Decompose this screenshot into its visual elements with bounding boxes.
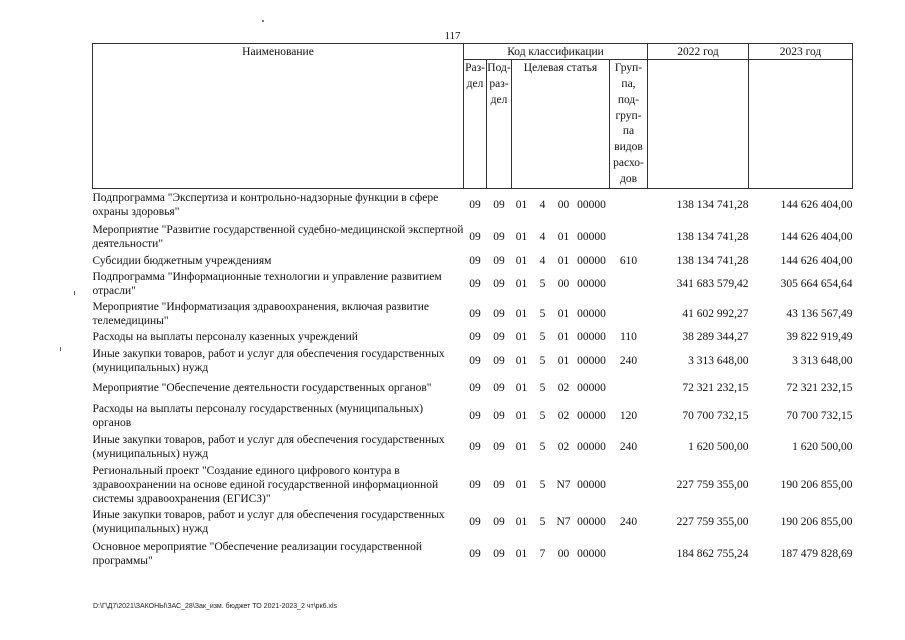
row-target-code-3: 00 xyxy=(557,199,570,212)
row-amount-2023: 305 664 654,64 xyxy=(780,278,853,291)
row-amount-2023: 190 206 855,00 xyxy=(780,516,853,529)
row-target-code-4: 00000 xyxy=(577,409,606,422)
table-row xyxy=(93,268,853,300)
budget-table xyxy=(92,43,853,571)
row-amount-2023: 144 626 404,00 xyxy=(780,231,853,244)
row-amount-2022: 41 602 992,27 xyxy=(682,308,749,321)
row-name: Мероприятие "Информатизация здравоохранения, включая развитие телемедицины" xyxy=(92,301,429,328)
row-target-code-2: 5 xyxy=(539,355,546,368)
row-subsection: 09 xyxy=(493,254,505,267)
table-row xyxy=(93,507,853,537)
row-target-code-1: 01 xyxy=(515,441,528,454)
table-row xyxy=(93,188,853,221)
row-name: Подпрограмма "Информационные технологии и управление развитием отрасли" xyxy=(92,271,442,298)
row-target-code-4: 00000 xyxy=(577,331,606,344)
row-name: Региональный проект "Создание единого цифрового контура в здравоохранении на основе единой государственной информационной системы здравоохранения (ЕГИСЗ)" xyxy=(92,465,439,506)
row-expense-group xyxy=(610,188,648,221)
row-name: Основное мероприятие "Обеспечение реализации государственной программы" xyxy=(92,541,423,568)
row-target-code-2: 5 xyxy=(539,308,546,321)
row-target-code-2: 5 xyxy=(539,516,546,529)
row-target-code-3: 01 xyxy=(557,231,570,244)
row-target-code-2: 5 xyxy=(539,331,546,344)
table-row xyxy=(93,300,853,328)
row-target-code-4: 00000 xyxy=(577,441,606,454)
row-target-code-1: 01 xyxy=(515,199,528,212)
row-target-code-4: 00000 xyxy=(577,254,606,267)
row-target-code-3: 02 xyxy=(557,441,570,454)
row-target-code-2: 4 xyxy=(539,199,546,212)
row-target-code-3: N7 xyxy=(556,516,571,529)
header-year-2023-blank xyxy=(749,60,853,189)
row-subsection: 09 xyxy=(493,199,505,212)
row-target-code-2: 5 xyxy=(539,441,546,454)
row-target-code-4: 00000 xyxy=(577,516,606,529)
row-section: 09 xyxy=(469,278,481,291)
row-target-code-4: 00000 xyxy=(577,548,606,561)
header-section: Раз- дел xyxy=(464,60,487,189)
table-row xyxy=(93,376,853,400)
row-target-code-4: 00000 xyxy=(577,479,606,492)
row-section: 09 xyxy=(469,331,481,344)
row-expense-group xyxy=(610,300,648,328)
row-section: 09 xyxy=(469,355,481,368)
row-target-code-1: 01 xyxy=(515,254,528,267)
row-target-code-1: 01 xyxy=(515,548,528,561)
row-amount-2023: 70 700 732,15 xyxy=(786,409,853,422)
row-target-code-1: 01 xyxy=(515,278,528,291)
header-expense-group: Груп- па, под- груп- па видов расхо- дов xyxy=(610,60,648,189)
row-section: 09 xyxy=(469,308,481,321)
table-row xyxy=(93,537,853,571)
table-row xyxy=(93,221,853,253)
table-row xyxy=(93,463,853,507)
header-code-group: Код классификации xyxy=(464,44,648,60)
row-name: Подпрограмма "Экспертиза и контрольно-надзорные функции в сфере охраны здоровья" xyxy=(92,192,439,219)
row-target-code-1: 01 xyxy=(515,409,528,422)
row-target-code-2: 7 xyxy=(539,548,546,561)
scan-speck xyxy=(262,20,264,22)
row-section: 09 xyxy=(469,441,481,454)
row-target-code-2: 5 xyxy=(539,479,546,492)
row-target-code-4: 00000 xyxy=(577,231,606,244)
row-target-code-3: 00 xyxy=(557,548,570,561)
row-expense-group: 120 xyxy=(619,409,638,422)
row-amount-2022: 3 313 648,00 xyxy=(688,355,749,368)
header-year-2022-blank xyxy=(648,60,749,189)
row-name: Иные закупки товаров, работ и услуг для обеспечения государственных (муниципальных) нужд xyxy=(92,509,445,536)
row-amount-2023: 3 313 648,00 xyxy=(792,355,853,368)
header-target-article: Целевая статья xyxy=(512,60,610,189)
row-target-code-2: 4 xyxy=(539,254,546,267)
row-amount-2022: 227 759 355,00 xyxy=(676,479,749,492)
table-row xyxy=(93,253,853,268)
row-target-code-3: 00 xyxy=(557,278,570,291)
row-expense-group xyxy=(610,376,648,400)
row-amount-2022: 1 620 500,00 xyxy=(688,441,749,454)
row-amount-2023: 39 822 919,49 xyxy=(786,331,853,344)
row-section: 09 xyxy=(469,516,481,529)
row-amount-2022: 38 289 344,27 xyxy=(682,331,749,344)
row-amount-2022: 227 759 355,00 xyxy=(676,516,749,529)
row-subsection: 09 xyxy=(493,331,505,344)
header-year-2022: 2022 год xyxy=(648,44,749,60)
scan-speck xyxy=(60,347,61,351)
row-target-code-1: 01 xyxy=(515,231,528,244)
row-name: Мероприятие "Обеспечение деятельности государственных органов" xyxy=(92,382,432,395)
row-expense-group xyxy=(610,537,648,571)
row-expense-group: 240 xyxy=(619,516,638,529)
row-expense-group: 110 xyxy=(620,331,637,344)
table-row xyxy=(93,431,853,463)
row-target-code-3: N7 xyxy=(556,479,571,492)
row-amount-2023: 190 206 855,00 xyxy=(780,479,853,492)
row-section: 09 xyxy=(469,231,481,244)
row-amount-2023: 187 479 828,69 xyxy=(780,548,853,561)
row-target-code-4: 00000 xyxy=(577,382,606,395)
header-subsection: Под- раз- дел xyxy=(487,60,512,189)
row-target-code-2: 5 xyxy=(539,382,546,395)
footer-file-path: D:\Г\Д7\2021\ЗАКОНЫ\ЗАС_28\Зак_изм. бюджет ТО 2021-2023_2 чт\рк6.xls xyxy=(93,603,338,610)
row-amount-2022: 72 321 232,15 xyxy=(682,382,749,395)
row-target-code-3: 02 xyxy=(557,382,570,395)
row-subsection: 09 xyxy=(493,355,505,368)
row-target-code-4: 00000 xyxy=(577,199,606,212)
row-expense-group: 240 xyxy=(619,441,638,454)
row-subsection: 09 xyxy=(493,278,505,291)
row-target-code-1: 01 xyxy=(515,382,528,395)
row-amount-2022: 138 134 741,28 xyxy=(676,199,749,212)
page-number: 117 xyxy=(444,30,461,42)
row-amount-2022: 138 134 741,28 xyxy=(676,254,749,267)
row-name: Расходы на выплаты персоналу казенных учреждений xyxy=(92,331,358,344)
row-target-code-3: 02 xyxy=(557,409,570,422)
row-target-code-2: 5 xyxy=(539,409,546,422)
row-subsection: 09 xyxy=(493,548,505,561)
row-subsection: 09 xyxy=(493,516,505,529)
row-subsection: 09 xyxy=(493,441,505,454)
row-expense-group xyxy=(610,268,648,300)
row-section: 09 xyxy=(469,199,481,212)
row-section: 09 xyxy=(469,254,481,267)
row-subsection: 09 xyxy=(493,231,505,244)
row-target-code-3: 01 xyxy=(557,331,570,344)
row-expense-group xyxy=(610,463,648,507)
row-target-code-3: 01 xyxy=(557,308,570,321)
row-amount-2023: 72 321 232,15 xyxy=(786,382,853,395)
scan-speck xyxy=(74,291,75,295)
header-year-2023: 2023 год xyxy=(749,44,853,60)
row-target-code-4: 00000 xyxy=(577,308,606,321)
row-amount-2022: 341 683 579,42 xyxy=(676,278,749,291)
row-target-code-3: 01 xyxy=(557,254,570,267)
row-name: Субсидии бюджетным учреждениям xyxy=(92,254,272,267)
row-name: Мероприятие "Развитие государственной судебно-медицинской экспертной деятельности" xyxy=(92,224,464,251)
row-section: 09 xyxy=(469,382,481,395)
table-row xyxy=(93,346,853,376)
row-section: 09 xyxy=(469,409,481,422)
row-target-code-4: 00000 xyxy=(577,355,606,368)
table-row xyxy=(93,328,853,346)
row-name: Расходы на выплаты персоналу государственных (муниципальных) органов xyxy=(92,402,424,429)
row-target-code-2: 4 xyxy=(539,231,546,244)
row-amount-2023: 1 620 500,00 xyxy=(792,441,853,454)
row-target-code-1: 01 xyxy=(515,331,528,344)
row-amount-2023: 144 626 404,00 xyxy=(780,254,853,267)
row-subsection: 09 xyxy=(493,409,505,422)
row-target-code-1: 01 xyxy=(515,308,528,321)
row-expense-group xyxy=(610,221,648,253)
row-target-code-3: 01 xyxy=(557,355,570,368)
row-expense-group: 610 xyxy=(619,254,638,267)
row-amount-2023: 43 136 567,49 xyxy=(786,308,853,321)
header-name: Наименование xyxy=(93,44,464,189)
row-amount-2022: 70 700 732,15 xyxy=(682,409,749,422)
row-target-code-1: 01 xyxy=(515,355,528,368)
row-subsection: 09 xyxy=(493,479,505,492)
row-name: Иные закупки товаров, работ и услуг для обеспечения государственных (муниципальных) нужд xyxy=(92,434,445,461)
row-section: 09 xyxy=(469,479,481,492)
row-subsection: 09 xyxy=(493,382,505,395)
row-target-code-2: 5 xyxy=(539,278,546,291)
row-target-code-4: 00000 xyxy=(577,278,606,291)
row-target-code-1: 01 xyxy=(515,479,528,492)
row-target-code-1: 01 xyxy=(515,516,528,529)
row-amount-2022: 138 134 741,28 xyxy=(676,231,749,244)
row-amount-2022: 184 862 755,24 xyxy=(676,548,749,561)
row-subsection: 09 xyxy=(493,308,505,321)
row-expense-group: 240 xyxy=(619,355,638,368)
table-body xyxy=(93,188,853,571)
row-section: 09 xyxy=(469,548,481,561)
row-name: Иные закупки товаров, работ и услуг для обеспечения государственных (муниципальных) нужд xyxy=(92,348,445,375)
table-row xyxy=(93,400,853,431)
row-amount-2023: 144 626 404,00 xyxy=(780,199,853,212)
